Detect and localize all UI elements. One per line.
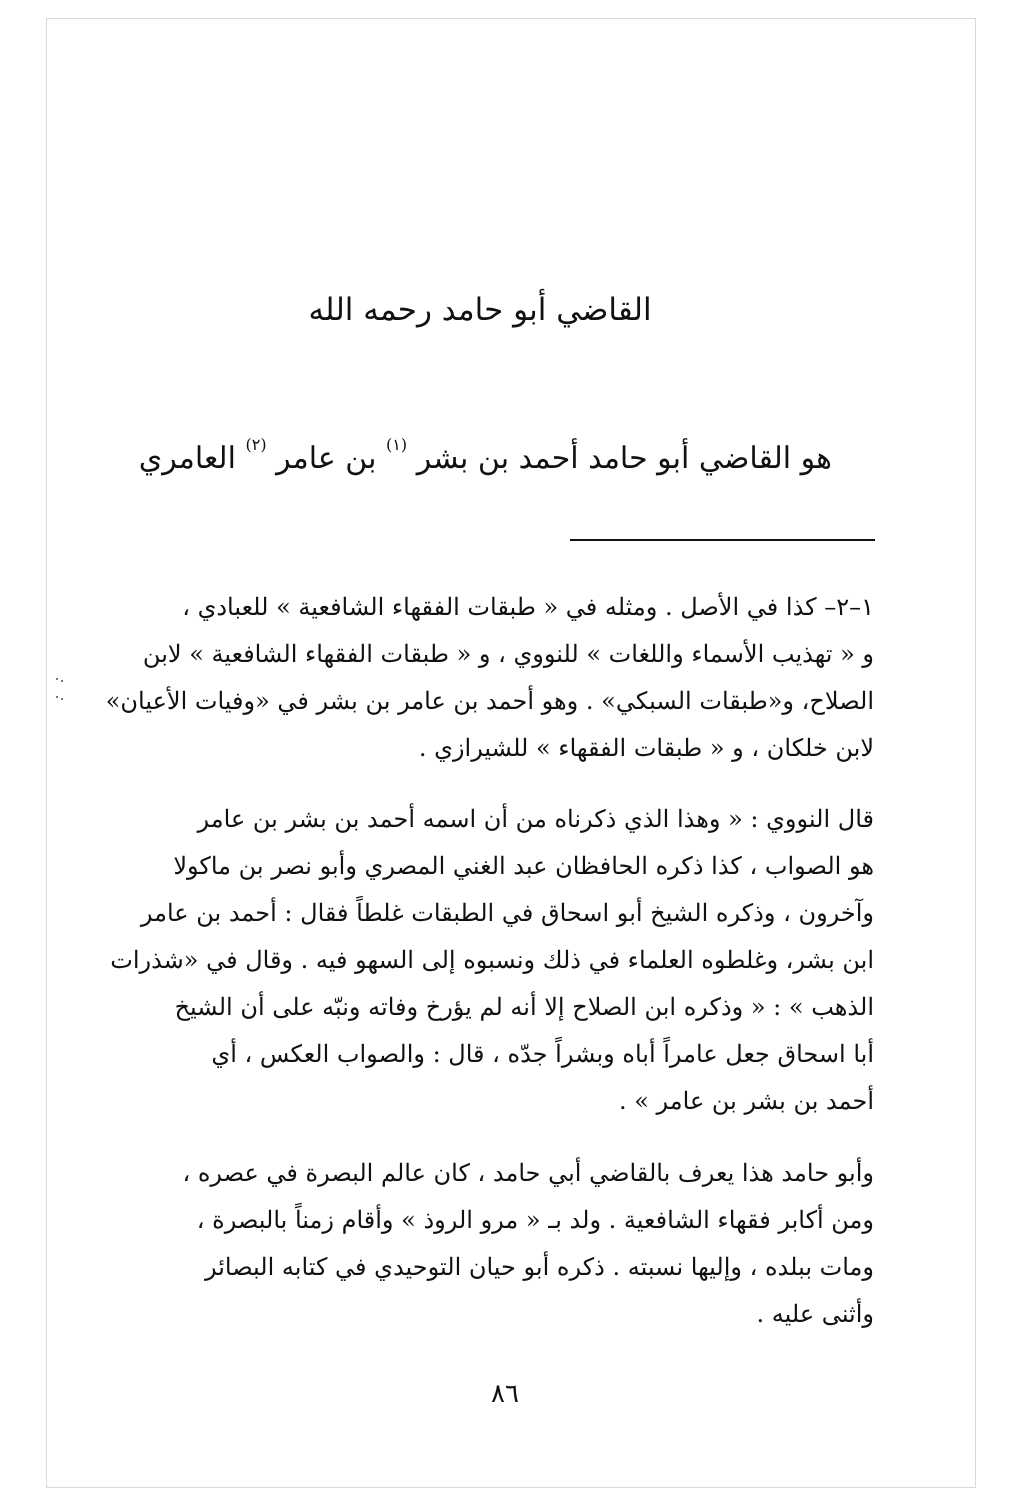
- footnote-line: ١–٢– كذا في الأصل . ومثله في « طبقات الفقهاء الشافعية » للعبادي ،: [182, 593, 874, 621]
- main-line-prefix: هو القاضي أبو حامد أحمد بن بشر: [416, 441, 832, 476]
- footnote-line: لابن خلكان ، و « طبقات الفقهاء » للشيرازي .: [418, 734, 874, 762]
- main-line-middle: بن عامر: [276, 441, 377, 476]
- paragraph-line: الذهب » : « وذكره ابن الصلاح إلا أنه لم يؤرخ وفاته ونبّه على أن الشيخ: [174, 993, 874, 1021]
- footnote-block: [104, 584, 874, 772]
- footnote-marker-two: (٢): [245, 435, 267, 454]
- paragraph-line: وآخرون ، وذكره الشيخ أبو اسحاق في الطبقات غلطاً فقال : أحمد بن عامر: [140, 899, 874, 927]
- quotation-paragraph: [104, 796, 874, 1125]
- main-line-suffix: العامري: [138, 441, 236, 476]
- footnote-line: الصلاح، و«طبقات السبكي» . وهو أحمد بن عامر بن بشر في «وفيات الأعيان»: [105, 687, 874, 715]
- paragraph-line: ابن بشر، وغلطوه العلماء في ذلك ونسبوه إلى السهو فيه . وقال في «شذرات: [110, 946, 874, 974]
- biography-paragraph: [104, 1150, 874, 1338]
- footnote-line: و « تهذيب الأسماء واللغات » للنووي ، و « طبقات الفقهاء الشافعية » لابن: [142, 640, 874, 668]
- footnote-separator: [570, 539, 875, 541]
- paragraph-line: أحمد بن بشر بن عامر » .: [618, 1087, 874, 1115]
- paragraph-line: وأبو حامد هذا يعرف بالقاضي أبي حامد ، كان عالم البصرة في عصره ،: [182, 1159, 874, 1187]
- main-intro-line: [104, 435, 832, 480]
- footnote-marker-one: (١): [386, 435, 408, 454]
- paragraph-line: ومات ببلده ، وإليها نسبته . ذكره أبو حيان التوحيدي في كتابه البصائر: [205, 1253, 874, 1281]
- page-number: ٨٦: [491, 1379, 519, 1409]
- scan-speck: [56, 678, 64, 702]
- page-title: القاضي أبو حامد رحمه الله: [308, 292, 652, 328]
- paragraph-line: ومن أكابر فقهاء الشافعية . ولد بـ « مرو الروذ » وأقام زمناً بالبصرة ،: [196, 1206, 874, 1234]
- paragraph-line: قال النووي : « وهذا الذي ذكرناه من أن اسمه أحمد بن بشر بن عامر: [197, 805, 874, 833]
- paragraph-line: أبا اسحاق جعل عامراً أباه وبشراً جدّه ، قال : والصواب العكس ، أي: [211, 1040, 874, 1068]
- paragraph-line: وأثنى عليه .: [756, 1300, 874, 1328]
- paragraph-line: هو الصواب ، كذا ذكره الحافظان عبد الغني المصري وأبو نصر بن ماكولا: [173, 852, 874, 880]
